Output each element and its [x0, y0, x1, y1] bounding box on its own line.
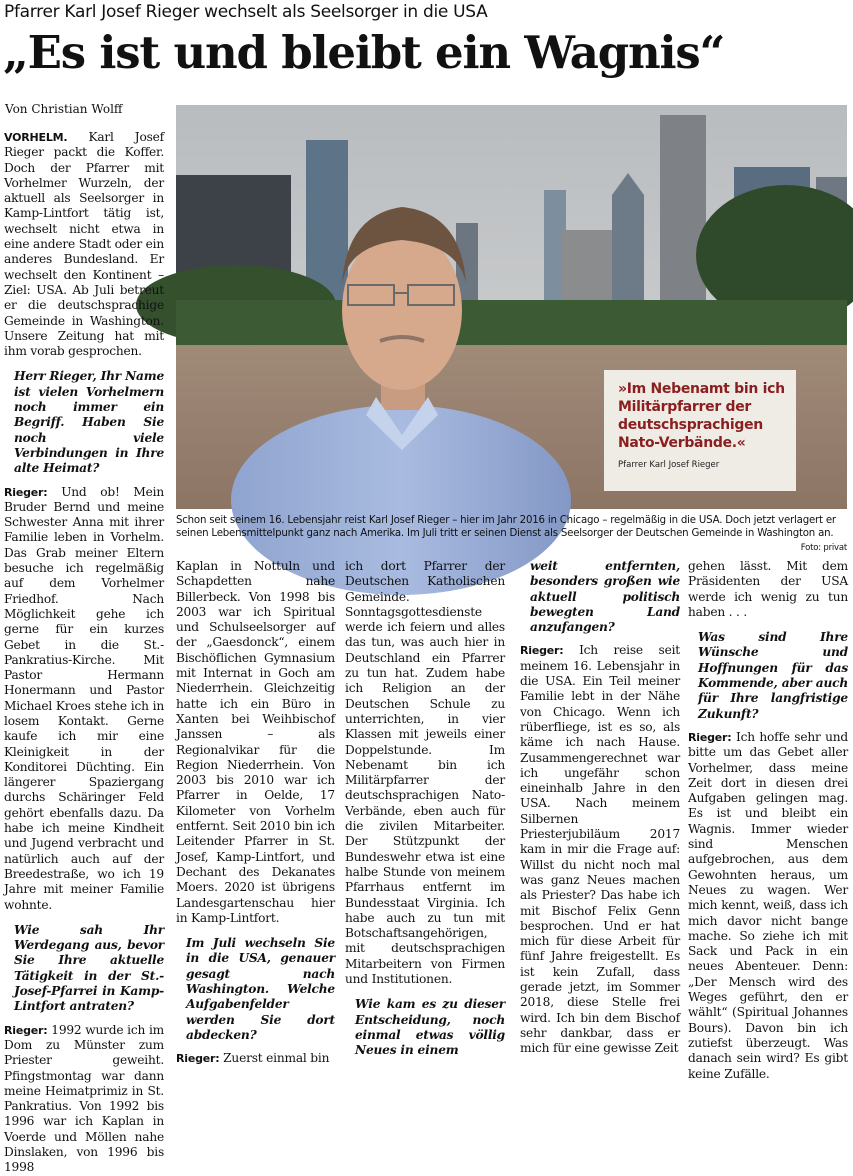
- pull-quote-box: [604, 370, 796, 491]
- article-column-2: [176, 559, 335, 1066]
- interview-question: Was sind Ihre Wünsche und Hoffnungen für das Kommende, aber auch für Ihre langfristige Zukunft?: [698, 630, 848, 721]
- pull-quote-text: »Im Nebenamt bin ich Militärpfarrer der deutschsprachigen Nato-Verbände.«: [618, 381, 785, 451]
- intro-text: Karl Josef Rieger packt die Koffer. Doch der Pfarrer mit Vorhelmer Wurzeln, der aktuell als Seelsorger in Kamp-Lintfort tätig ist, wechselt nicht etwa in eine andere Stadt oder ein anderes Bundesland. Er wechselt den Kontinent – Ziel: USA. Ab Juli betreut er die deutschsprachige Gemeinde in Washington. Unsere Zeitung hat mit ihm vorab gesprochen.: [4, 130, 164, 359]
- article-photo: [176, 105, 847, 509]
- interview-answer: Ich reise seit meinem 16. Lebensjahr in die USA. Ein Teil meiner Familie lebt in der Nähe von Chicago. Wenn ich rüberfliege, ist es so, als käme ich nach Hause. Zusammengerechnet war ich ungefähr schon eineinhalb Jahre in den USA. Nach meinem Silbernen Priesterjubiläum 2017 kam in mir die Frage auf: Willst du nicht noch mal was ganz Neues machen als Priester? Das habe ich mit Bischof Felix Genn besprochen. Und er hat mich für diese Arbeit für fünf Jahre freigestellt. Es ist kein Zufall, dass gerade jetzt, im Sommer 2018, diese Stelle frei wird. Ich bin dem Bischof sehr dankbar, dass er mich für eine gewisse Zeit: [520, 643, 680, 1056]
- interview-answer: gehen lässt. Mit dem Präsidenten der USA werde ich wenig zu tun haben . . .: [688, 559, 848, 619]
- photo-caption-text: Schon seit seinem 16. Lebensjahr reist Karl Josef Rieger – hier im Jahr 2016 in Chicago – regelmäßig in die USA. Doch jetzt verlagert er seinen Lebensmittelpunkt ganz nach Amerika. Im Juli tritt er seinen Dienst als Seelsorger der Deutschen Gemeinde in Washington an.: [176, 515, 836, 539]
- interview-question: Herr Rieger, Ihr Name ist vielen Vorhelmern noch immer ein Begriff. Haben Sie noch viele Verbindungen in Ihre alte Heimat?: [14, 369, 164, 476]
- interview-answer: ich dort Pfarrer der Deutschen Katholischen Gemeinde. Sonntagsgottesdienste werde ich feiern und alles das tun, was auch hier in Deutschland ein Pfarrer zu tun hat. Zudem habe ich Religion an der Deutschen Schule zu unterrichten, in vier Klassen mit jeweils einer Doppelstunde. Im Nebenamt bin ich Militärpfarrer der deutschsprachigen Nato-Verbände, eben auch für die zivilen Mitarbeiter. Der Stützpunkt der Bundeswehr etwa ist eine halbe Stunde von meinem Pfarrhaus entfernt im Bundesstaat Virginia. Ich habe auch zu tun mit Botschaftsangehörigen, mit deutschsprachigen Mitarbeitern von Firmen und Institutionen.: [345, 559, 505, 987]
- speaker-label: Rieger:: [176, 1052, 220, 1066]
- interview-answer: Und ob! Mein Bruder Bernd und meine Schwester Anna mit ihrer Familie leben in Vorhelm. Das Grab meiner Eltern besuche ich regelmäßig auf dem Vorhelmer Friedhof. Nach Möglichkeit gehe ich gerne für ein kurzes Gebet in die St.-Pankratius-Kirche. Mit Pastor Hermann Honermann und Pastor Michael Kroes stehe ich in losem Kontakt. Gerne kaufe ich mir eine Kleinigkeit in der Konditorei Düchting. Ein längerer Spaziergang durchs Schäringer Feld gehört ebenfalls dazu. Da habe ich meine Kindheit und Jugend verbracht und natürlich auch auf der Breedestraße, wo ich 19 Jahre mit meiner Familie wohnte.: [4, 484, 164, 912]
- interview-answer: Ich hoffe sehr und bitte um das Gebet aller Vorhelmer, dass meine Zeit dort in diesen drei Aufgaben gelingen mag. Es ist und bleibt ein Wagnis. Immer wieder sind Menschen aufgebrochen, aus dem Gewohnten heraus, um Neues zu wagen. Wer mich kennt, weiß, dass ich mich davor nicht bange mache. So ziehe ich mit Sack und Pack in ein neues Abenteuer. Denn: „Der Mensch wird des Weges geführt, den er wählt“ (Spiritual Johannes Bours). Davon bin ich zutiefst überzeugt. Was danach sein wird? Es gibt keine Zufälle.: [688, 729, 848, 1081]
- article-column-1: [4, 130, 164, 1175]
- speaker-label: Rieger:: [520, 644, 564, 658]
- interview-question: weit entfernten, besonders großen wie aktuell politisch bewegten Land anzufangen?: [530, 559, 680, 635]
- article-column-3: [345, 559, 505, 1058]
- article-byline: Von Christian Wolff: [5, 102, 123, 116]
- speaker-label: Rieger:: [688, 730, 732, 744]
- interview-question: Im Juli wechseln Sie in die USA, genauer gesagt nach Washington. Welche Aufgabenfelder werden Sie dort abdecken?: [186, 936, 335, 1042]
- article-column-4: [520, 559, 680, 1056]
- article-headline: „Es ist und bleibt ein Wagnis“: [3, 26, 725, 79]
- article-column-5: [688, 559, 848, 1081]
- article-kicker: Pfarrer Karl Josef Rieger wechselt als Seelsorger in die USA: [4, 2, 488, 22]
- interview-question: Wie kam es zu dieser Entscheidung, noch einmal etwas völlig Neues in einem: [355, 997, 505, 1058]
- dateline: VORHELM.: [4, 131, 68, 144]
- interview-answer: 1992 wurde ich im Dom zu Münster zum Priester geweiht. Pfingstmontag war dann meine Heimatprimiz in St. Pankratius. Von 1992 bis 1996 war ich Kaplan in Voerde und Möllen nahe Dinslaken, von 1996 bis 1998: [4, 1022, 164, 1175]
- speaker-label: Rieger:: [4, 1023, 48, 1037]
- pull-quote-author: Pfarrer Karl Josef Rieger: [618, 460, 720, 470]
- interview-answer: Kaplan in Nottuln und Schapdetten nahe Billerbeck. Von 1998 bis 2003 war ich Spiritual und Schulseelsorger auf der „Gaesdonck“, einem Bischöflichen Gymnasium mit Internat in Goch am Niederrhein. Gleichzeitig hatte ich ein Büro in Xanten bei Weihbischof Janssen – als Regionalvikar für die Region Niederrhein. Von 2003 bis 2010 war ich Pfarrer in Oelde, 17 Kilometer von Vorhelm entfernt. Seit 2010 bin ich Leitender Pfarrer in St. Josef, Kamp-Lintfort, und Dechant des Dekanates Moers. 2020 ist übrigens Landesgartenschau hier in Kamp-Lintfort.: [176, 559, 335, 925]
- interview-question: Wie sah Ihr Werdegang aus, bevor Sie Ihre aktuelle Tätigkeit in der St.-Josef-Pfarrei in Kamp-Lintfort antraten?: [14, 922, 164, 1014]
- interview-answer: Zuerst einmal bin: [223, 1051, 330, 1066]
- speaker-label: Rieger:: [4, 485, 48, 499]
- photo-credit: Foto: privat: [800, 543, 847, 553]
- photo-caption: [176, 514, 847, 555]
